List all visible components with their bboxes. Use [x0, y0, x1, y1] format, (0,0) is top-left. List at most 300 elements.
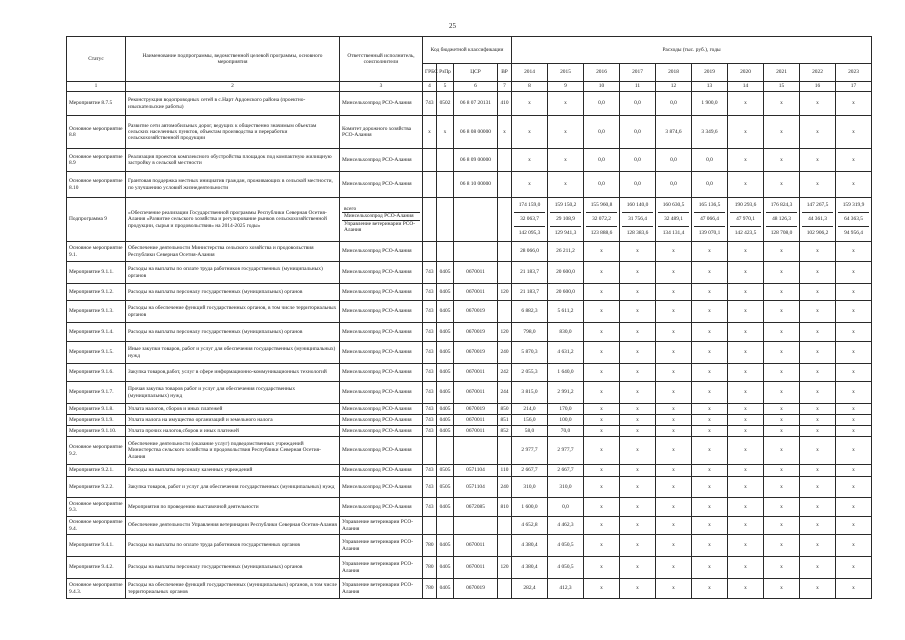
row-value: 4 652,8: [512, 517, 548, 535]
row-grbs: 743: [423, 426, 437, 437]
row-value: 0,0: [584, 172, 620, 198]
subprogram-value: 142 423,5: [734, 230, 757, 236]
subprogram-code: [423, 198, 437, 242]
subprogram-value: 29 108,9: [550, 213, 581, 227]
row-csr: 06 8 07 20131: [454, 92, 498, 116]
row-value: x: [764, 364, 800, 382]
row-value: 0,0: [620, 92, 656, 116]
row-value: 0,0: [692, 149, 728, 172]
row-value: x: [764, 498, 800, 517]
subprogram-value: 128 708,0: [770, 230, 793, 236]
row-value: 20 600,0: [548, 284, 584, 301]
row-rzpr: 0405: [437, 535, 454, 557]
table-row: [67, 557, 872, 579]
row-vr: [498, 535, 512, 557]
row-value: 0,0: [620, 149, 656, 172]
row-name: Расходы на выплаты персоналу государственных (муниципальных) органов: [126, 557, 340, 579]
row-grbs: 743: [423, 382, 437, 404]
column-index: 7: [498, 82, 512, 92]
row-value: x: [692, 342, 728, 364]
row-value: x: [800, 477, 836, 498]
row-value: x: [656, 498, 692, 517]
header-year: 2019: [692, 64, 728, 82]
subprogram-values: [584, 198, 620, 242]
row-value: x: [692, 404, 728, 415]
row-value: 830,0: [548, 323, 584, 342]
row-rzpr: [437, 242, 454, 262]
row-value: x: [620, 579, 656, 599]
row-grbs: 743: [423, 415, 437, 426]
row-name: Иные закупки товаров, работ и услуг для обеспечения государственных (муниципальных) нужд: [126, 342, 340, 364]
subprogram-values: [836, 198, 872, 242]
subprogram-value: 32 063,7: [514, 213, 545, 227]
subprogram-value: 48 126,3: [766, 213, 797, 227]
subprogram-value: 32 489,1: [658, 213, 689, 227]
header-rzpr: РзПр: [437, 64, 454, 82]
header-expenses: Расходы (тыс. руб.), годы: [512, 37, 872, 64]
row-executor: Управление ветеринарии РСО-Алания: [340, 579, 423, 599]
row-value: 20 600,0: [548, 262, 584, 284]
row-rzpr: 0505: [437, 477, 454, 498]
row-vr: 240: [498, 342, 512, 364]
row-grbs: 780: [423, 557, 437, 579]
row-vr: 120: [498, 323, 512, 342]
row-rzpr: 0405: [437, 301, 454, 323]
row-grbs: 743: [423, 301, 437, 323]
row-value: x: [656, 557, 692, 579]
row-status: Мероприятие 9.1.1.: [67, 262, 126, 284]
row-status: Основное мероприятие 9.4.3.: [67, 579, 126, 599]
row-value: x: [800, 301, 836, 323]
row-executor: Минсельхозпрод РСО-Алания: [340, 92, 423, 116]
row-status: Мероприятие 9.1.9.: [67, 415, 126, 426]
row-executor: Минсельхозпрод РСО-Алания: [340, 382, 423, 404]
row-value: x: [800, 262, 836, 284]
row-value: x: [656, 301, 692, 323]
subprogram-value: 32 072,2: [586, 213, 617, 227]
column-index: 13: [692, 82, 728, 92]
subprogram-values: [620, 198, 656, 242]
row-grbs: 780: [423, 579, 437, 599]
row-value: x: [512, 172, 548, 198]
row-name: Реконструкция водопроводных сетей в с.Нарт Ардонского района (проектно-изыскательские работы): [126, 92, 340, 116]
row-grbs: 743: [423, 465, 437, 477]
row-value: x: [764, 284, 800, 301]
row-executor: Минсельхозпрод РСО-Алания: [340, 262, 423, 284]
row-value: x: [656, 242, 692, 262]
table-row: [67, 301, 872, 323]
subprogram-value: 102 906,2: [806, 230, 829, 236]
row-value: 3 815,0: [512, 382, 548, 404]
row-csr: 0670011: [454, 364, 498, 382]
row-value: 6 882,3: [512, 301, 548, 323]
column-index: 11: [620, 82, 656, 92]
row-value: 156,0: [512, 415, 548, 426]
row-name: Расходы на выплаты по оплате труда работников государственных (муниципальных) органов: [126, 262, 340, 284]
row-value: x: [692, 498, 728, 517]
row-value: x: [620, 437, 656, 465]
row-name: Расходы на выплаты персоналу государственных (муниципальных) органов: [126, 284, 340, 301]
row-rzpr: x: [437, 116, 454, 149]
row-executor: Минсельхозпрод РСО-Алания: [340, 301, 423, 323]
column-index: 10: [584, 82, 620, 92]
row-value: 412,3: [548, 579, 584, 599]
row-value: x: [836, 262, 872, 284]
subprogram-values: [656, 198, 692, 242]
row-value: x: [656, 382, 692, 404]
row-value: 58,0: [512, 426, 548, 437]
subprogram-code: [454, 198, 498, 242]
row-rzpr: 0405: [437, 364, 454, 382]
column-index: 9: [548, 82, 584, 92]
row-value: x: [728, 262, 764, 284]
row-vr: 120: [498, 284, 512, 301]
subprogram-value: 139 070,1: [698, 230, 721, 236]
row-value: x: [836, 382, 872, 404]
row-value: 26 211,2: [548, 242, 584, 262]
row-value: 3 349,6: [692, 116, 728, 149]
row-value: x: [656, 465, 692, 477]
row-value: x: [620, 262, 656, 284]
table-row: [67, 149, 872, 172]
row-csr: 0670019: [454, 342, 498, 364]
table-row: [67, 535, 872, 557]
subprogram-values: [728, 198, 764, 242]
row-vr: 851: [498, 415, 512, 426]
row-value: x: [620, 242, 656, 262]
row-executor: Минсельхозпрод РСО-Алания: [340, 415, 423, 426]
subprogram-value: 128 383,6: [626, 230, 649, 236]
row-grbs: 780: [423, 535, 437, 557]
row-value: x: [764, 517, 800, 535]
header-year: 2018: [656, 64, 692, 82]
row-value: x: [764, 557, 800, 579]
row-value: 4 462,3: [548, 517, 584, 535]
subprogram-code: [498, 198, 512, 242]
row-executor: Управление ветеринарии РСО-Алания: [340, 517, 423, 535]
row-grbs: x: [423, 116, 437, 149]
row-vr: x: [498, 116, 512, 149]
header-year: 2020: [728, 64, 764, 82]
row-value: x: [548, 92, 584, 116]
row-value: x: [728, 535, 764, 557]
row-value: x: [692, 535, 728, 557]
row-rzpr: 0405: [437, 404, 454, 415]
row-value: 0,0: [656, 92, 692, 116]
row-value: 0,0: [584, 149, 620, 172]
row-value: x: [728, 477, 764, 498]
row-vr: 240: [498, 477, 512, 498]
row-value: x: [800, 535, 836, 557]
row-value: x: [764, 465, 800, 477]
column-index: 6: [454, 82, 498, 92]
row-value: x: [584, 498, 620, 517]
subprogram-row: [67, 198, 872, 242]
row-value: x: [800, 172, 836, 198]
column-index: 14: [728, 82, 764, 92]
row-value: x: [800, 465, 836, 477]
row-csr: 0672085: [454, 498, 498, 517]
row-value: x: [728, 415, 764, 426]
row-value: 2 055,3: [512, 364, 548, 382]
row-value: 70,0: [548, 426, 584, 437]
row-value: x: [584, 437, 620, 465]
row-csr: 0670011: [454, 382, 498, 404]
row-grbs: [423, 517, 437, 535]
row-status: Основное мероприятие 9.4.: [67, 517, 126, 535]
row-value: x: [620, 284, 656, 301]
row-value: x: [800, 284, 836, 301]
subprogram-values: [692, 198, 728, 242]
row-csr: [454, 437, 498, 465]
row-value: x: [692, 364, 728, 382]
row-value: x: [800, 364, 836, 382]
row-grbs: 743: [423, 342, 437, 364]
row-grbs: 743: [423, 92, 437, 116]
row-value: x: [620, 426, 656, 437]
header-year: 2016: [584, 64, 620, 82]
row-value: x: [620, 364, 656, 382]
row-value: 0,0: [656, 172, 692, 198]
table-row: [67, 579, 872, 599]
table-row: [67, 242, 872, 262]
row-executor: Минсельхозпрод РСО-Алания: [340, 477, 423, 498]
subprogram-value: 44 361,3: [802, 213, 833, 227]
row-rzpr: [437, 149, 454, 172]
row-value: x: [836, 477, 872, 498]
row-grbs: 743: [423, 262, 437, 284]
row-value: x: [836, 92, 872, 116]
row-value: 2 991,2: [548, 382, 584, 404]
row-name: Закупка товаров, работ и услуг для обеспечения государственных (муниципальных) нужд: [126, 477, 340, 498]
column-index: 16: [800, 82, 836, 92]
row-value: x: [656, 364, 692, 382]
row-status: Мероприятие 9.1.8.: [67, 404, 126, 415]
subprogram-executors: [340, 198, 423, 242]
row-executor: Минсельхозпрод РСО-Алания: [340, 364, 423, 382]
row-value: x: [584, 535, 620, 557]
row-status: Мероприятие 9.1.5.: [67, 342, 126, 364]
row-vr: [498, 149, 512, 172]
row-value: x: [692, 382, 728, 404]
row-vr: [498, 517, 512, 535]
header-year: 2017: [620, 64, 656, 82]
row-rzpr: 0405: [437, 415, 454, 426]
row-name: Расходы на обеспечение функций государственных (муниципальных) органов, в том числе территориальных органов: [126, 579, 340, 599]
row-name: Расходы на выплаты персоналу государственных (муниципальных) органов: [126, 323, 340, 342]
table-row: [67, 342, 872, 364]
row-value: 1 900,0: [692, 92, 728, 116]
table-row: [67, 465, 872, 477]
row-name: Расходы на обеспечение функций государственных органов, в том числе территориальных органов: [126, 301, 340, 323]
row-status: Основное мероприятие 8.10: [67, 172, 126, 198]
row-value: x: [584, 517, 620, 535]
row-grbs: 743: [423, 364, 437, 382]
row-name: Обеспечение деятельности Министерства сельского хозяйства и продовольствия Республики Северная Осетия-Алания: [126, 242, 340, 262]
row-value: x: [728, 92, 764, 116]
subprogram-value: 174 159,0: [514, 199, 545, 213]
row-value: x: [800, 116, 836, 149]
row-value: x: [584, 364, 620, 382]
row-value: x: [620, 415, 656, 426]
row-vr: 120: [498, 557, 512, 579]
row-value: x: [620, 517, 656, 535]
row-value: x: [800, 415, 836, 426]
row-rzpr: [437, 517, 454, 535]
row-status: Мероприятие 9.2.1.: [67, 465, 126, 477]
row-value: x: [512, 116, 548, 149]
header-year: 2015: [548, 64, 584, 82]
row-value: x: [548, 172, 584, 198]
row-grbs: 743: [423, 284, 437, 301]
row-value: x: [836, 301, 872, 323]
row-value: x: [584, 301, 620, 323]
row-status: Основное мероприятие 9.3.: [67, 498, 126, 517]
row-value: x: [656, 262, 692, 284]
row-rzpr: 0405: [437, 579, 454, 599]
subprogram-value: 142 095,3: [518, 230, 541, 236]
row-value: x: [620, 477, 656, 498]
table-row: [67, 498, 872, 517]
row-status: Основное мероприятие 8.8: [67, 116, 126, 149]
row-value: x: [584, 477, 620, 498]
row-vr: [498, 172, 512, 198]
row-rzpr: 0405: [437, 426, 454, 437]
row-name: Мероприятия по проведению выставочной деятельности: [126, 498, 340, 517]
row-rzpr: [437, 172, 454, 198]
subprogram-value: 159 319,9: [838, 199, 869, 213]
row-value: 2 667,7: [512, 465, 548, 477]
subprogram-executor: Минсельхозпрод РСО-Алания: [342, 213, 420, 220]
row-value: x: [764, 92, 800, 116]
subprogram-values: [512, 198, 548, 242]
column-index: 3: [340, 82, 423, 92]
row-status: Основное мероприятие 8.9: [67, 149, 126, 172]
row-vr: [498, 579, 512, 599]
row-value: x: [620, 342, 656, 364]
column-index-row: [67, 82, 872, 92]
row-executor: Минсельхозпрод РСО-Алания: [340, 465, 423, 477]
row-csr: 06 8 09 00000: [454, 149, 498, 172]
row-value: x: [584, 284, 620, 301]
subprogram-status: Подпрограмма 9: [67, 198, 126, 242]
subprogram-executor: всего: [342, 206, 420, 213]
row-value: x: [692, 437, 728, 465]
subprogram-value: 123 888,6: [590, 230, 613, 236]
table-row: [67, 437, 872, 465]
row-value: x: [800, 92, 836, 116]
row-value: x: [512, 149, 548, 172]
row-value: 798,0: [512, 323, 548, 342]
row-grbs: 743: [423, 404, 437, 415]
row-value: 4 631,2: [548, 342, 584, 364]
row-value: x: [836, 437, 872, 465]
row-value: x: [764, 242, 800, 262]
row-vr: [498, 437, 512, 465]
row-value: x: [584, 557, 620, 579]
row-executor: Минсельхозпрод РСО-Алания: [340, 242, 423, 262]
row-value: x: [584, 262, 620, 284]
row-csr: 06 8 08 00000: [454, 116, 498, 149]
row-value: x: [656, 535, 692, 557]
subprogram-code: [437, 198, 454, 242]
table-row: [67, 116, 872, 149]
row-vr: 110: [498, 465, 512, 477]
row-value: x: [656, 415, 692, 426]
header-year: 2014: [512, 64, 548, 82]
header-status: Статус: [67, 37, 126, 82]
row-vr: [498, 242, 512, 262]
row-value: x: [692, 284, 728, 301]
row-value: x: [836, 172, 872, 198]
header-name: Наименование подпрограммы, ведомственной целевой программы, основного мероприятия: [126, 37, 340, 82]
subprogram-value: 155 960,8: [586, 199, 617, 213]
row-value: x: [512, 92, 548, 116]
row-grbs: 743: [423, 498, 437, 517]
row-value: x: [836, 415, 872, 426]
table-row: [67, 477, 872, 498]
row-name: Грантовая поддержка местных инициатив граждан, проживающих в сельской местности, по улучшению условий жизнедеятельности: [126, 172, 340, 198]
row-value: x: [800, 323, 836, 342]
subprogram-name: «Обеспечение реализации Государственной программы Республики Северная Осетия-Алания «Развитие сельского хозяйства и регулирование рынков сельскохозяйственной продукции, сырья и продовольствия» на 2014-2025 годы»: [126, 198, 340, 242]
row-executor: Минсельхозпрод РСО-Алания: [340, 172, 423, 198]
row-value: x: [764, 149, 800, 172]
row-rzpr: [437, 437, 454, 465]
row-value: 0,0: [692, 172, 728, 198]
row-name: Расходы на выплаты персоналу казенных учреждений: [126, 465, 340, 477]
row-value: x: [800, 426, 836, 437]
row-value: x: [620, 301, 656, 323]
header-grbs: ГРБС: [423, 64, 437, 82]
row-value: 21 183,7: [512, 262, 548, 284]
column-index: 1: [67, 82, 126, 92]
row-value: x: [836, 517, 872, 535]
row-vr: 810: [498, 498, 512, 517]
header-year: 2022: [800, 64, 836, 82]
row-value: x: [836, 404, 872, 415]
row-value: x: [764, 172, 800, 198]
row-vr: 850: [498, 404, 512, 415]
row-value: x: [836, 557, 872, 579]
row-value: x: [764, 579, 800, 599]
row-value: x: [728, 242, 764, 262]
row-value: x: [620, 404, 656, 415]
row-value: x: [728, 465, 764, 477]
row-value: x: [800, 498, 836, 517]
row-value: x: [764, 382, 800, 404]
row-value: 100,0: [548, 415, 584, 426]
subprogram-values: [800, 198, 836, 242]
row-value: x: [656, 342, 692, 364]
row-value: x: [728, 323, 764, 342]
row-value: x: [800, 342, 836, 364]
row-value: x: [764, 426, 800, 437]
row-value: x: [620, 498, 656, 517]
row-value: x: [620, 535, 656, 557]
row-value: x: [764, 301, 800, 323]
row-csr: 0670019: [454, 323, 498, 342]
row-value: x: [764, 535, 800, 557]
row-value: x: [692, 557, 728, 579]
row-status: Основное мероприятие 9.1.: [67, 242, 126, 262]
row-status: Мероприятие 9.1.3.: [67, 301, 126, 323]
row-rzpr: 0405: [437, 382, 454, 404]
subprogram-executor: Управление ветеринарии РСО-Алания: [344, 220, 416, 233]
row-value: x: [656, 477, 692, 498]
row-value: x: [800, 517, 836, 535]
budget-table: [66, 36, 872, 599]
row-value: x: [800, 149, 836, 172]
